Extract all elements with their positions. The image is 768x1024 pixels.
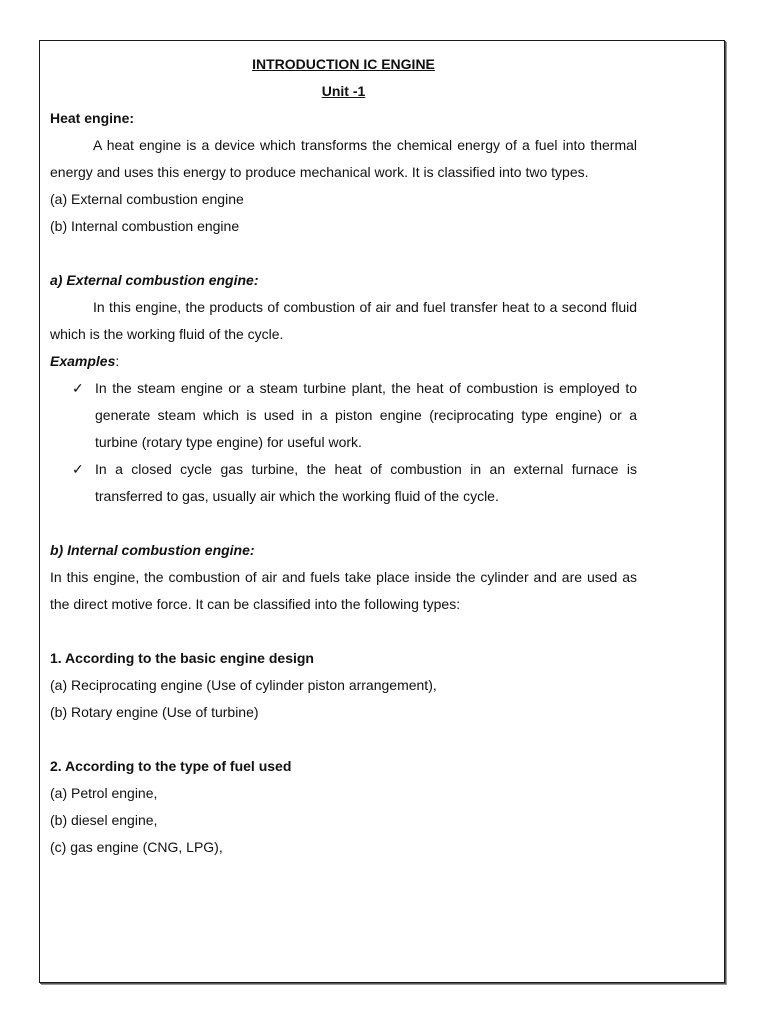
internal-engine-heading: b) Internal combustion engine:	[50, 542, 255, 558]
spacer	[50, 726, 637, 753]
examples-label-text: Examples	[50, 353, 116, 369]
design-classification-heading: 1. According to the basic engine design	[50, 650, 314, 666]
design-item: (b) Rotary engine (Use of turbine)	[50, 704, 259, 720]
example-text: In a closed cycle gas turbine, the heat of combustion in an external furnace is transferred to gas, usually air which the working fluid of the cycle.	[95, 461, 637, 504]
heat-engine-type-item: (b) Internal combustion engine	[50, 218, 240, 234]
external-engine-heading: a) External combustion engine:	[50, 272, 259, 288]
example-item	[50, 456, 637, 510]
design-item: (a) Reciprocating engine (Use of cylinder piston arrangement),	[50, 677, 437, 693]
spacer	[50, 510, 637, 537]
example-text: In the steam engine or a steam turbine plant, the heat of combustion is employed to generate steam which is used in a piston engine (reciprocating type engine) or a turbine (rotary type engine) for useful work.	[95, 380, 637, 450]
examples-label	[50, 348, 637, 375]
examples-colon: :	[115, 353, 120, 369]
heat-engine-type-item: (a) External combustion engine	[50, 191, 244, 207]
checkmark-icon: ✓	[72, 380, 84, 396]
heat-engine-paragraph: A heat engine is a device which transforms the chemical energy of a fuel into thermal energy and uses this energy to produce mechanical work. It is classified into two types.	[50, 137, 637, 180]
external-engine-paragraph: In this engine, the products of combustion of air and fuel transfer heat to a second fluid which is the working fluid of the cycle.	[50, 299, 637, 342]
fuel-item: (b) diesel engine,	[50, 812, 158, 828]
fuel-item: (c) gas engine (CNG, LPG),	[50, 839, 223, 855]
spacer	[50, 240, 637, 267]
internal-engine-paragraph: In this engine, the combustion of air and fuels take place inside the cylinder and are used as the direct motive force. It can be classified into the following types:	[50, 569, 637, 612]
heat-engine-heading: Heat engine:	[50, 110, 135, 126]
document-body	[50, 51, 637, 861]
fuel-classification-heading: 2. According to the type of fuel used	[50, 758, 292, 774]
examples-list	[50, 375, 637, 510]
spacer	[50, 618, 637, 645]
fuel-item: (a) Petrol engine,	[50, 785, 158, 801]
unit-label: Unit -1	[321, 83, 366, 99]
example-item	[50, 375, 637, 456]
document-title: INTRODUCTION IC ENGINE	[252, 56, 435, 72]
checkmark-icon: ✓	[72, 461, 84, 477]
